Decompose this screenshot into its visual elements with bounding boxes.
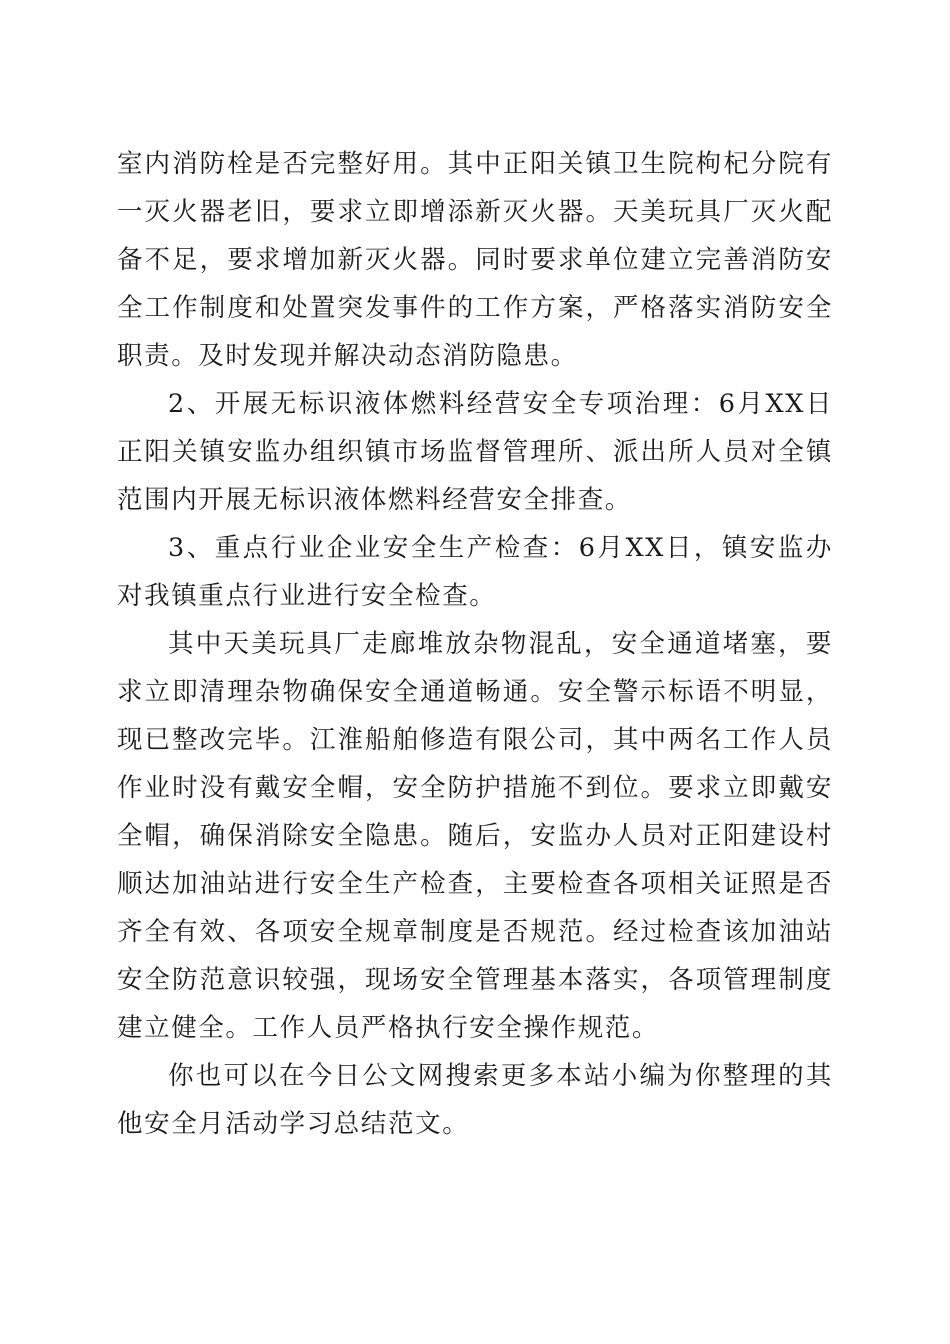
document-body [117, 140, 833, 1148]
paragraph-closing-note: 你也可以在今日公文网搜索更多本站小编为你整理的其他安全月活动学习总结范文。 [117, 1061, 833, 1139]
paragraph-liquid-fuel-rectification: 2、开展无标识液体燃料经营安全专项治理：6月XX日正阳关镇安监办组织镇市场监督管理所、派出所人员对全镇范围内开展无标识液体燃料经营安全排查。 [117, 389, 833, 515]
paragraph-inspection-findings: 其中天美玩具厂走廊堆放杂物混乱，安全通道堵塞，要求立即清理杂物确保安全通道畅通。安全警示标语不明显，现已整改完毕。江淮船舶修造有限公司，其中两名工作人员作业时没有戴安全帽，安全防护措施不到位。要求立即戴安全帽，确保消除安全隐患。随后，安监办人员对正阳建设村顺达加油站进行安全生产检查，主要检查各项相关证照是否齐全有效、各项安全规章制度是否规范。经过检查该加油站安全防范意识较强，现场安全管理基本落实，各项管理制度建立健全。工作人员严格执行安全操作规范。 [117, 629, 833, 1043]
paragraph-key-industry-inspection: 3、重点行业企业安全生产检查：6月XX日，镇安监办对我镇重点行业进行安全检查。 [117, 533, 833, 611]
paragraph-fire-hydrant-inspection: 室内消防栓是否完整好用。其中正阳关镇卫生院枸杞分院有一灭火器老旧，要求立即增添新灭火器。天美玩具厂灭火配备不足，要求增加新灭火器。同时要求单位建立完善消防安全工作制度和处置突发事件的工作方案，严格落实消防安全职责。及时发现并解决动态消防隐患。 [117, 149, 833, 371]
